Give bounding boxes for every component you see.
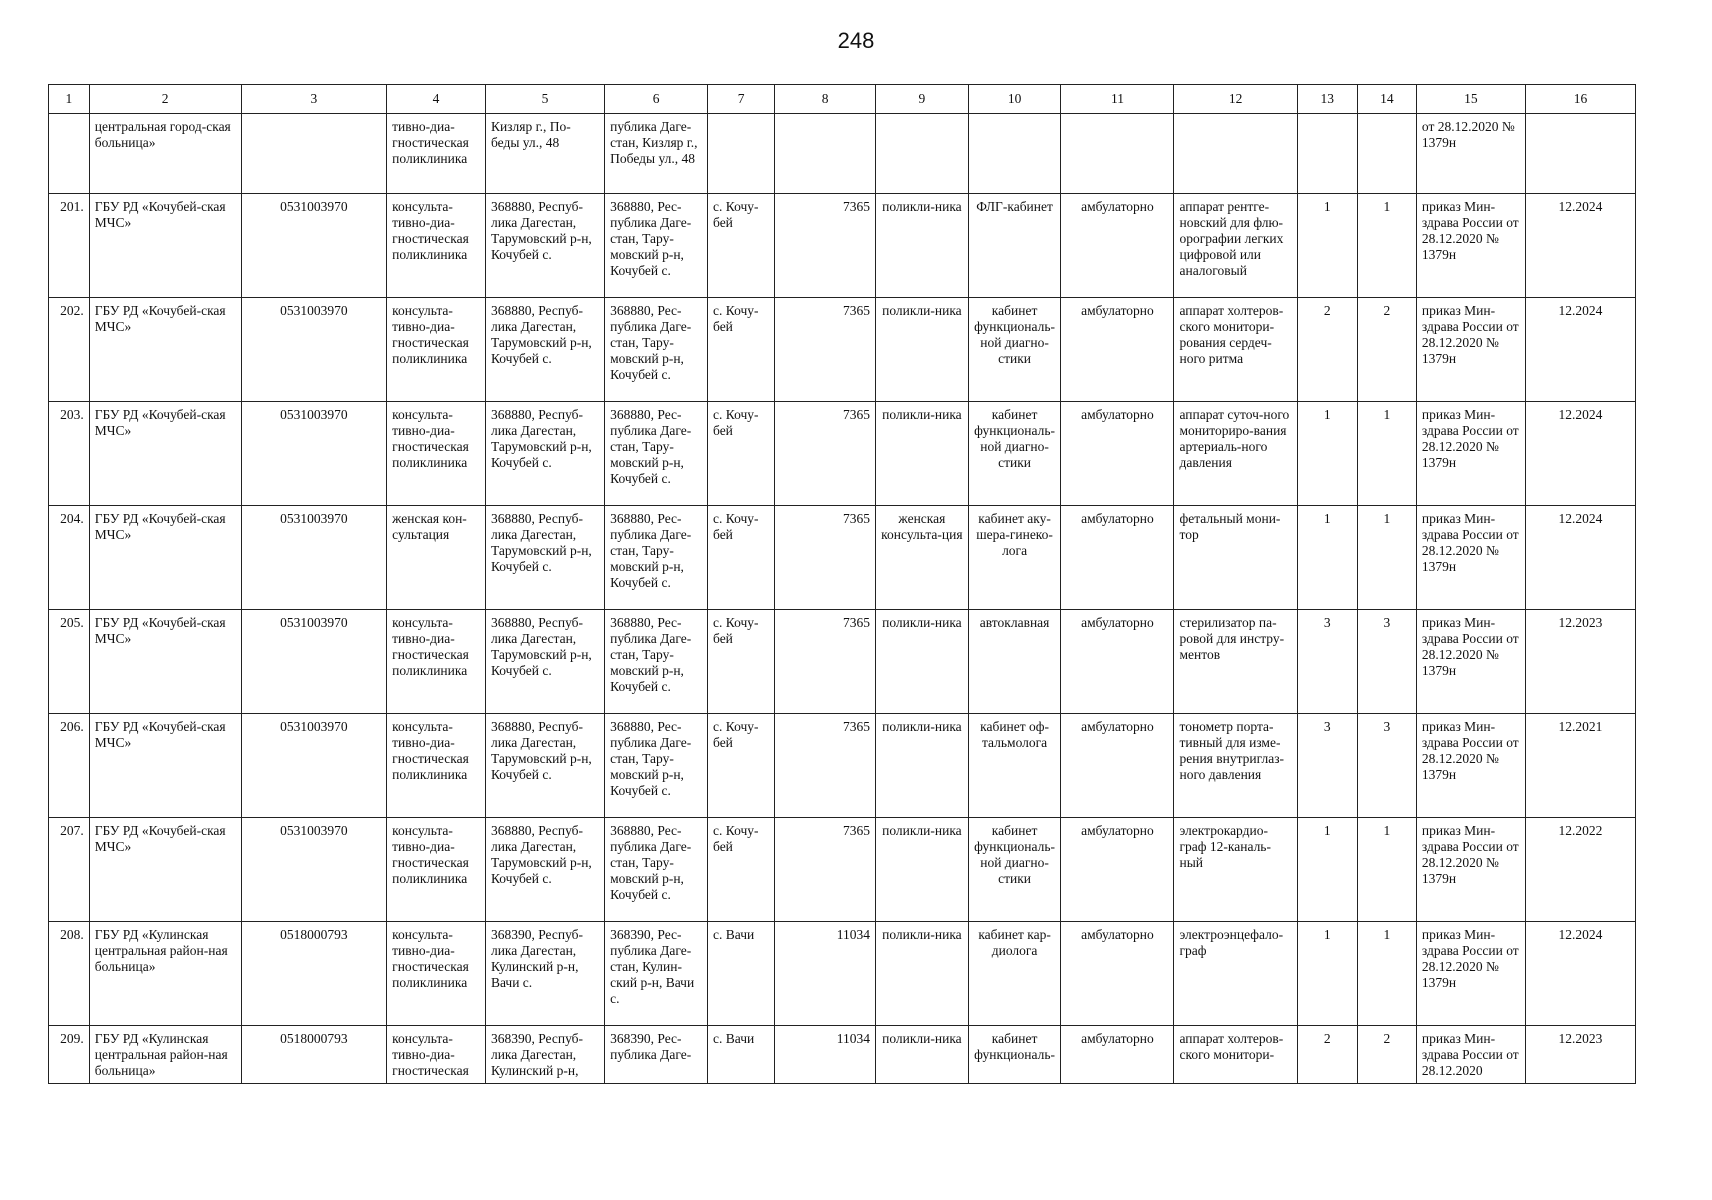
equipment-cell: аппарат суточ-ного мониториро-вания артериаль-ного давления <box>1174 402 1297 506</box>
quantity-planned-cell: 2 <box>1357 298 1416 402</box>
equipment-cell: стерилизатор па-ровой для инстру-ментов <box>1174 610 1297 714</box>
table-row <box>49 194 1636 298</box>
division-cell: поликли-ника <box>876 714 969 818</box>
legal-address-cell: 368390, Респуб-лика Дагестан, Кулинский р-н, Вачи с. <box>485 922 604 1026</box>
code-cell: 11034 <box>775 1026 876 1084</box>
column-number-header: 11 <box>1061 85 1174 114</box>
column-number-header: 5 <box>485 85 604 114</box>
column-number-header: 3 <box>241 85 387 114</box>
care-form-cell: амбулаторно <box>1061 922 1174 1026</box>
code-cell: 7365 <box>775 298 876 402</box>
quantity-needed-cell: 1 <box>1297 506 1357 610</box>
equipment-cell: аппарат холтеров-ского монитори-рования сердеч-ного ритма <box>1174 298 1297 402</box>
legal-address-cell: 368880, Респуб-лика Дагестан, Тарумовский р-н, Кочубей с. <box>485 194 604 298</box>
quantity-planned-cell <box>1357 114 1416 194</box>
locality-cell: с. Кочу-бей <box>708 506 775 610</box>
date-cell: 12.2024 <box>1525 922 1635 1026</box>
table-row <box>49 818 1636 922</box>
row-number-cell: 208. <box>49 922 90 1026</box>
care-form-cell <box>1061 114 1174 194</box>
equipment-cell: электрокардио-граф 12-каналь-ный <box>1174 818 1297 922</box>
division-cell <box>876 114 969 194</box>
actual-address-cell: 368390, Рес-публика Даге- <box>605 1026 708 1084</box>
basis-cell: приказ Мин-здрава России от 28.12.2020 № 1379н <box>1416 922 1525 1026</box>
facility-type-cell: консульта-тивно-диа-гностическая поликлиника <box>387 610 486 714</box>
inn-cell <box>241 114 387 194</box>
room-cell: кабинет кар-диолога <box>968 922 1061 1026</box>
inn-cell: 0531003970 <box>241 402 387 506</box>
locality-cell: с. Вачи <box>708 922 775 1026</box>
row-number-cell: 203. <box>49 402 90 506</box>
room-cell: ФЛГ-кабинет <box>968 194 1061 298</box>
division-cell: поликли-ника <box>876 194 969 298</box>
column-number-header: 1 <box>49 85 90 114</box>
inn-cell: 0531003970 <box>241 506 387 610</box>
facility-type-cell: консульта-тивно-диа-гностическая поликлиника <box>387 298 486 402</box>
date-cell <box>1525 114 1635 194</box>
table-row <box>49 114 1636 194</box>
code-cell: 7365 <box>775 194 876 298</box>
quantity-needed-cell: 1 <box>1297 922 1357 1026</box>
table-row <box>49 402 1636 506</box>
division-cell: поликли-ника <box>876 298 969 402</box>
room-cell: автоклавная <box>968 610 1061 714</box>
legal-address-cell: 368390, Респуб-лика Дагестан, Кулинский р-н, <box>485 1026 604 1084</box>
division-cell: поликли-ника <box>876 818 969 922</box>
facility-type-cell: тивно-диа-гностическая поликлиника <box>387 114 486 194</box>
locality-cell: с. Кочу-бей <box>708 402 775 506</box>
organization-cell: ГБУ РД «Кочубей-ская МЧС» <box>89 194 241 298</box>
table-row <box>49 506 1636 610</box>
care-form-cell: амбулаторно <box>1061 714 1174 818</box>
inn-cell: 0518000793 <box>241 1026 387 1084</box>
inn-cell: 0531003970 <box>241 610 387 714</box>
care-form-cell: амбулаторно <box>1061 402 1174 506</box>
date-cell: 12.2024 <box>1525 194 1635 298</box>
row-number-cell: 209. <box>49 1026 90 1084</box>
care-form-cell: амбулаторно <box>1061 610 1174 714</box>
code-cell <box>775 114 876 194</box>
quantity-planned-cell: 2 <box>1357 1026 1416 1084</box>
basis-cell: приказ Мин-здрава России от 28.12.2020 № 1379н <box>1416 298 1525 402</box>
inn-cell: 0531003970 <box>241 714 387 818</box>
organization-cell: центральная город-ская больница» <box>89 114 241 194</box>
room-cell: кабинет функциональ-ной диагно-стики <box>968 402 1061 506</box>
code-cell: 7365 <box>775 610 876 714</box>
table-body <box>49 114 1636 1084</box>
actual-address-cell: 368880, Рес-публика Даге-стан, Тару-мовский р-н, Кочубей с. <box>605 714 708 818</box>
column-number-header: 2 <box>89 85 241 114</box>
locality-cell: с. Кочу-бей <box>708 714 775 818</box>
quantity-needed-cell: 1 <box>1297 818 1357 922</box>
code-cell: 7365 <box>775 714 876 818</box>
quantity-planned-cell: 1 <box>1357 506 1416 610</box>
actual-address-cell: публика Даге-стан, Кизляр г., Победы ул., 48 <box>605 114 708 194</box>
care-form-cell: амбулаторно <box>1061 298 1174 402</box>
facility-type-cell: консульта-тивно-диа-гностическая поликлиника <box>387 402 486 506</box>
facility-type-cell: консульта-тивно-диа-гностическая поликлиника <box>387 818 486 922</box>
quantity-planned-cell: 1 <box>1357 194 1416 298</box>
organization-cell: ГБУ РД «Кочубей-ская МЧС» <box>89 402 241 506</box>
inn-cell: 0531003970 <box>241 298 387 402</box>
legal-address-cell: 368880, Респуб-лика Дагестан, Тарумовский р-н, Кочубей с. <box>485 402 604 506</box>
locality-cell: с. Вачи <box>708 1026 775 1084</box>
date-cell: 12.2021 <box>1525 714 1635 818</box>
inn-cell: 0531003970 <box>241 194 387 298</box>
actual-address-cell: 368880, Рес-публика Даге-стан, Тару-мовский р-н, Кочубей с. <box>605 818 708 922</box>
code-cell: 11034 <box>775 922 876 1026</box>
care-form-cell: амбулаторно <box>1061 1026 1174 1084</box>
organization-cell: ГБУ РД «Кулинская центральная район-ная больница» <box>89 1026 241 1084</box>
actual-address-cell: 368880, Рес-публика Даге-стан, Тару-мовский р-н, Кочубей с. <box>605 298 708 402</box>
legal-address-cell: 368880, Респуб-лика Дагестан, Тарумовский р-н, Кочубей с. <box>485 610 604 714</box>
date-cell: 12.2024 <box>1525 506 1635 610</box>
care-form-cell: амбулаторно <box>1061 506 1174 610</box>
table-row <box>49 298 1636 402</box>
quantity-needed-cell: 3 <box>1297 714 1357 818</box>
basis-cell: приказ Мин-здрава России от 28.12.2020 <box>1416 1026 1525 1084</box>
quantity-planned-cell: 3 <box>1357 610 1416 714</box>
equipment-cell <box>1174 114 1297 194</box>
legal-address-cell: 368880, Респуб-лика Дагестан, Тарумовский р-н, Кочубей с. <box>485 298 604 402</box>
table-row <box>49 610 1636 714</box>
row-number-cell: 204. <box>49 506 90 610</box>
actual-address-cell: 368880, Рес-публика Даге-стан, Тару-мовский р-н, Кочубей с. <box>605 610 708 714</box>
care-form-cell: амбулаторно <box>1061 194 1174 298</box>
actual-address-cell: 368880, Рес-публика Даге-стан, Тару-мовский р-н, Кочубей с. <box>605 506 708 610</box>
locality-cell: с. Кочу-бей <box>708 298 775 402</box>
facility-type-cell: женская кон-сультация <box>387 506 486 610</box>
column-number-header: 16 <box>1525 85 1635 114</box>
facility-type-cell: консульта-тивно-диа-гностическая поликлиника <box>387 194 486 298</box>
organization-cell: ГБУ РД «Кочубей-ская МЧС» <box>89 506 241 610</box>
page-number: 248 <box>837 28 875 53</box>
division-cell: поликли-ника <box>876 610 969 714</box>
table-row <box>49 714 1636 818</box>
room-cell <box>968 114 1061 194</box>
row-number-cell: 202. <box>49 298 90 402</box>
date-cell: 12.2024 <box>1525 402 1635 506</box>
basis-cell: приказ Мин-здрава России от 28.12.2020 № 1379н <box>1416 506 1525 610</box>
quantity-planned-cell: 1 <box>1357 922 1416 1026</box>
facility-type-cell: консульта-тивно-диа-гностическая поликлиника <box>387 714 486 818</box>
equipment-table <box>48 84 1636 1084</box>
room-cell: кабинет функциональ-ной диагно-стики <box>968 818 1061 922</box>
code-cell: 7365 <box>775 402 876 506</box>
legal-address-cell: 368880, Респуб-лика Дагестан, Тарумовский р-н, Кочубей с. <box>485 506 604 610</box>
column-number-header: 7 <box>708 85 775 114</box>
column-number-header: 15 <box>1416 85 1525 114</box>
quantity-needed-cell: 3 <box>1297 610 1357 714</box>
division-cell: поликли-ника <box>876 922 969 1026</box>
actual-address-cell: 368880, Рес-публика Даге-стан, Тару-мовский р-н, Кочубей с. <box>605 194 708 298</box>
legal-address-cell: 368880, Респуб-лика Дагестан, Тарумовский р-н, Кочубей с. <box>485 714 604 818</box>
date-cell: 12.2024 <box>1525 298 1635 402</box>
division-cell: женская консульта-ция <box>876 506 969 610</box>
locality-cell: с. Кочу-бей <box>708 818 775 922</box>
column-number-header: 10 <box>968 85 1061 114</box>
equipment-cell: фетальный мони-тор <box>1174 506 1297 610</box>
column-number-header: 6 <box>605 85 708 114</box>
legal-address-cell: Кизляр г., По-беды ул., 48 <box>485 114 604 194</box>
quantity-needed-cell: 2 <box>1297 298 1357 402</box>
inn-cell: 0531003970 <box>241 818 387 922</box>
organization-cell: ГБУ РД «Кочубей-ская МЧС» <box>89 818 241 922</box>
room-cell: кабинет аку-шера-гинеко-лога <box>968 506 1061 610</box>
locality-cell: с. Кочу-бей <box>708 610 775 714</box>
column-number-header: 4 <box>387 85 486 114</box>
organization-cell: ГБУ РД «Кочубей-ская МЧС» <box>89 610 241 714</box>
basis-cell: приказ Мин-здрава России от 28.12.2020 № 1379н <box>1416 194 1525 298</box>
equipment-cell: аппарат рентге-новский для флю-орографии легких цифровой или аналоговый <box>1174 194 1297 298</box>
column-number-header: 12 <box>1174 85 1297 114</box>
column-number-header: 13 <box>1297 85 1357 114</box>
header-row <box>49 85 1636 114</box>
division-cell: поликли-ника <box>876 1026 969 1084</box>
actual-address-cell: 368390, Рес-публика Даге-стан, Кулин-ский р-н, Вачи с. <box>605 922 708 1026</box>
row-number-cell: 207. <box>49 818 90 922</box>
column-number-header: 8 <box>775 85 876 114</box>
locality-cell: с. Кочу-бей <box>708 194 775 298</box>
inn-cell: 0518000793 <box>241 922 387 1026</box>
date-cell: 12.2023 <box>1525 1026 1635 1084</box>
facility-type-cell: консульта-тивно-диа-гностическая <box>387 1026 486 1084</box>
organization-cell: ГБУ РД «Кочубей-ская МЧС» <box>89 298 241 402</box>
row-number-cell <box>49 114 90 194</box>
legal-address-cell: 368880, Респуб-лика Дагестан, Тарумовский р-н, Кочубей с. <box>485 818 604 922</box>
quantity-needed-cell: 2 <box>1297 1026 1357 1084</box>
room-cell: кабинет оф-тальмолога <box>968 714 1061 818</box>
row-number-cell: 206. <box>49 714 90 818</box>
row-number-cell: 205. <box>49 610 90 714</box>
organization-cell: ГБУ РД «Кулинская центральная район-ная больница» <box>89 922 241 1026</box>
facility-type-cell: консульта-тивно-диа-гностическая поликлиника <box>387 922 486 1026</box>
equipment-cell: электроэнцефало-граф <box>1174 922 1297 1026</box>
organization-cell: ГБУ РД «Кочубей-ская МЧС» <box>89 714 241 818</box>
equipment-cell: тонометр порта-тивный для изме-рения внутриглаз-ного давления <box>1174 714 1297 818</box>
basis-cell: приказ Мин-здрава России от 28.12.2020 № 1379н <box>1416 818 1525 922</box>
quantity-planned-cell: 1 <box>1357 818 1416 922</box>
column-number-header: 9 <box>876 85 969 114</box>
locality-cell <box>708 114 775 194</box>
room-cell: кабинет функциональ-ной диагно-стики <box>968 298 1061 402</box>
date-cell: 12.2023 <box>1525 610 1635 714</box>
table-row <box>49 1026 1636 1084</box>
quantity-planned-cell: 1 <box>1357 402 1416 506</box>
basis-cell: приказ Мин-здрава России от 28.12.2020 № 1379н <box>1416 610 1525 714</box>
basis-cell: приказ Мин-здрава России от 28.12.2020 № 1379н <box>1416 714 1525 818</box>
actual-address-cell: 368880, Рес-публика Даге-стан, Тару-мовский р-н, Кочубей с. <box>605 402 708 506</box>
division-cell: поликли-ника <box>876 402 969 506</box>
room-cell: кабинет функциональ- <box>968 1026 1061 1084</box>
quantity-needed-cell: 1 <box>1297 194 1357 298</box>
date-cell: 12.2022 <box>1525 818 1635 922</box>
table-row <box>49 922 1636 1026</box>
column-number-header: 14 <box>1357 85 1416 114</box>
care-form-cell: амбулаторно <box>1061 818 1174 922</box>
basis-cell: от 28.12.2020 № 1379н <box>1416 114 1525 194</box>
code-cell: 7365 <box>775 818 876 922</box>
quantity-needed-cell: 1 <box>1297 402 1357 506</box>
row-number-cell: 201. <box>49 194 90 298</box>
quantity-needed-cell <box>1297 114 1357 194</box>
basis-cell: приказ Мин-здрава России от 28.12.2020 № 1379н <box>1416 402 1525 506</box>
code-cell: 7365 <box>775 506 876 610</box>
equipment-cell: аппарат холтеров-ского монитори- <box>1174 1026 1297 1084</box>
quantity-planned-cell: 3 <box>1357 714 1416 818</box>
